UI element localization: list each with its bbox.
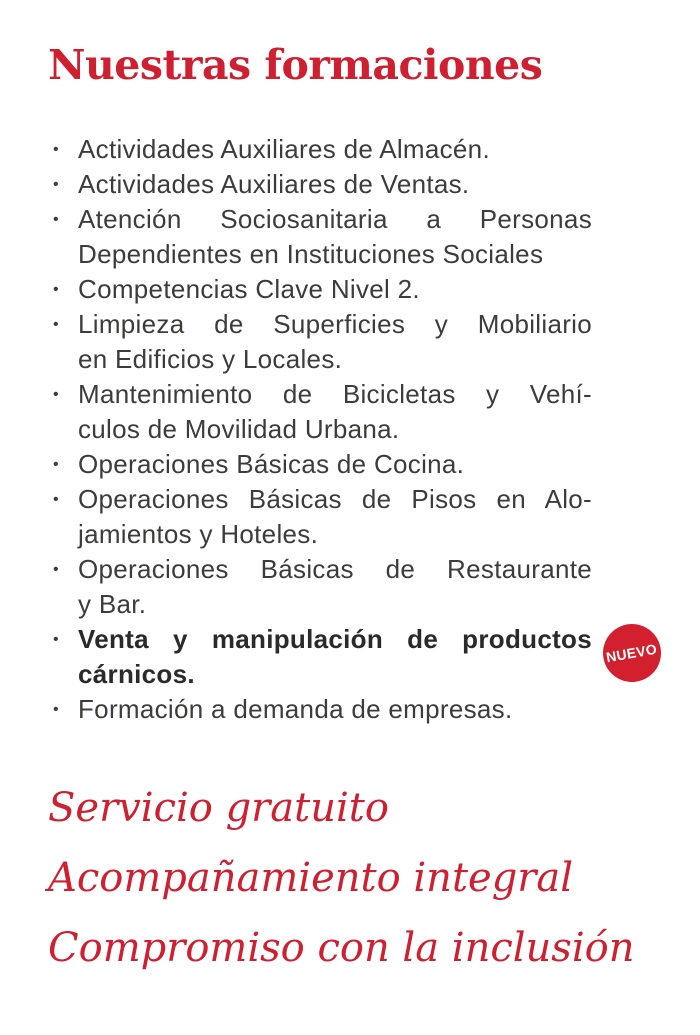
bullet-icon: • <box>53 176 59 193</box>
course-line: jamientos y Hoteles. <box>78 519 319 549</box>
course-line: Operaciones Básicas de Cocina. <box>78 449 465 479</box>
course-name <box>78 272 592 307</box>
list-item <box>48 202 592 272</box>
tagline-servicio-gratuito: Servicio gratuito <box>48 785 389 831</box>
list-item <box>48 692 592 727</box>
course-name <box>78 377 592 447</box>
list-item <box>48 377 592 447</box>
tagline-compromiso-inclusion: Compromiso con la inclusión <box>48 925 635 971</box>
nuevo-badge <box>603 624 661 682</box>
course-line: Competencias Clave Nivel 2. <box>78 274 420 304</box>
course-line: y Bar. <box>78 589 147 619</box>
course-line: cárnicos. <box>78 659 195 689</box>
bullet-icon: • <box>53 141 59 158</box>
course-line: culos de Movilidad Urbana. <box>78 414 400 444</box>
course-name <box>78 482 592 552</box>
bullet-icon: • <box>53 211 59 228</box>
page-title: Nuestras formaciones <box>48 41 543 89</box>
list-item <box>48 307 592 377</box>
course-line: Limpieza de Superficies y Mobiliario <box>78 309 592 339</box>
course-name <box>78 447 592 482</box>
bullet-icon: • <box>53 701 59 718</box>
bullet-icon: • <box>53 491 59 508</box>
course-name <box>78 692 592 727</box>
course-line: Operaciones Básicas de Pisos en Alo- <box>78 484 592 514</box>
course-name <box>78 167 592 202</box>
nuevo-badge-label: NUEVO <box>605 640 659 665</box>
course-line: Actividades Auxiliares de Ventas. <box>78 169 470 199</box>
tagline-acompanamiento-integral: Acompañamiento integral <box>48 855 574 901</box>
list-item <box>48 132 592 167</box>
bullet-icon: • <box>53 561 59 578</box>
list-item <box>48 167 592 202</box>
course-line: Actividades Auxiliares de Almacén. <box>78 134 490 164</box>
course-line: en Edificios y Locales. <box>78 344 343 374</box>
bullet-icon: • <box>53 281 59 298</box>
course-line: Dependientes en Instituciones Sociales <box>78 239 544 269</box>
bullet-icon: • <box>53 456 59 473</box>
list-item <box>48 272 592 307</box>
bullet-icon: • <box>53 386 59 403</box>
course-line: Venta y manipulación de productos <box>78 624 592 654</box>
course-line: Formación a demanda de empresas. <box>78 694 513 724</box>
course-line: Mantenimiento de Bicicletas y Vehí- <box>78 379 592 409</box>
course-name <box>78 132 592 167</box>
course-line: Atención Sociosanitaria a Personas <box>78 204 592 234</box>
bullet-icon: • <box>53 631 59 648</box>
course-name <box>78 307 592 377</box>
bullet-icon: • <box>53 316 59 333</box>
course-name <box>78 552 592 622</box>
course-list <box>48 132 659 727</box>
list-item <box>48 482 592 552</box>
list-item <box>48 552 592 622</box>
course-name <box>78 202 592 272</box>
course-name <box>78 622 592 692</box>
list-item <box>48 447 592 482</box>
course-line: Operaciones Básicas de Restaurante <box>78 554 592 584</box>
list-item <box>48 622 659 692</box>
